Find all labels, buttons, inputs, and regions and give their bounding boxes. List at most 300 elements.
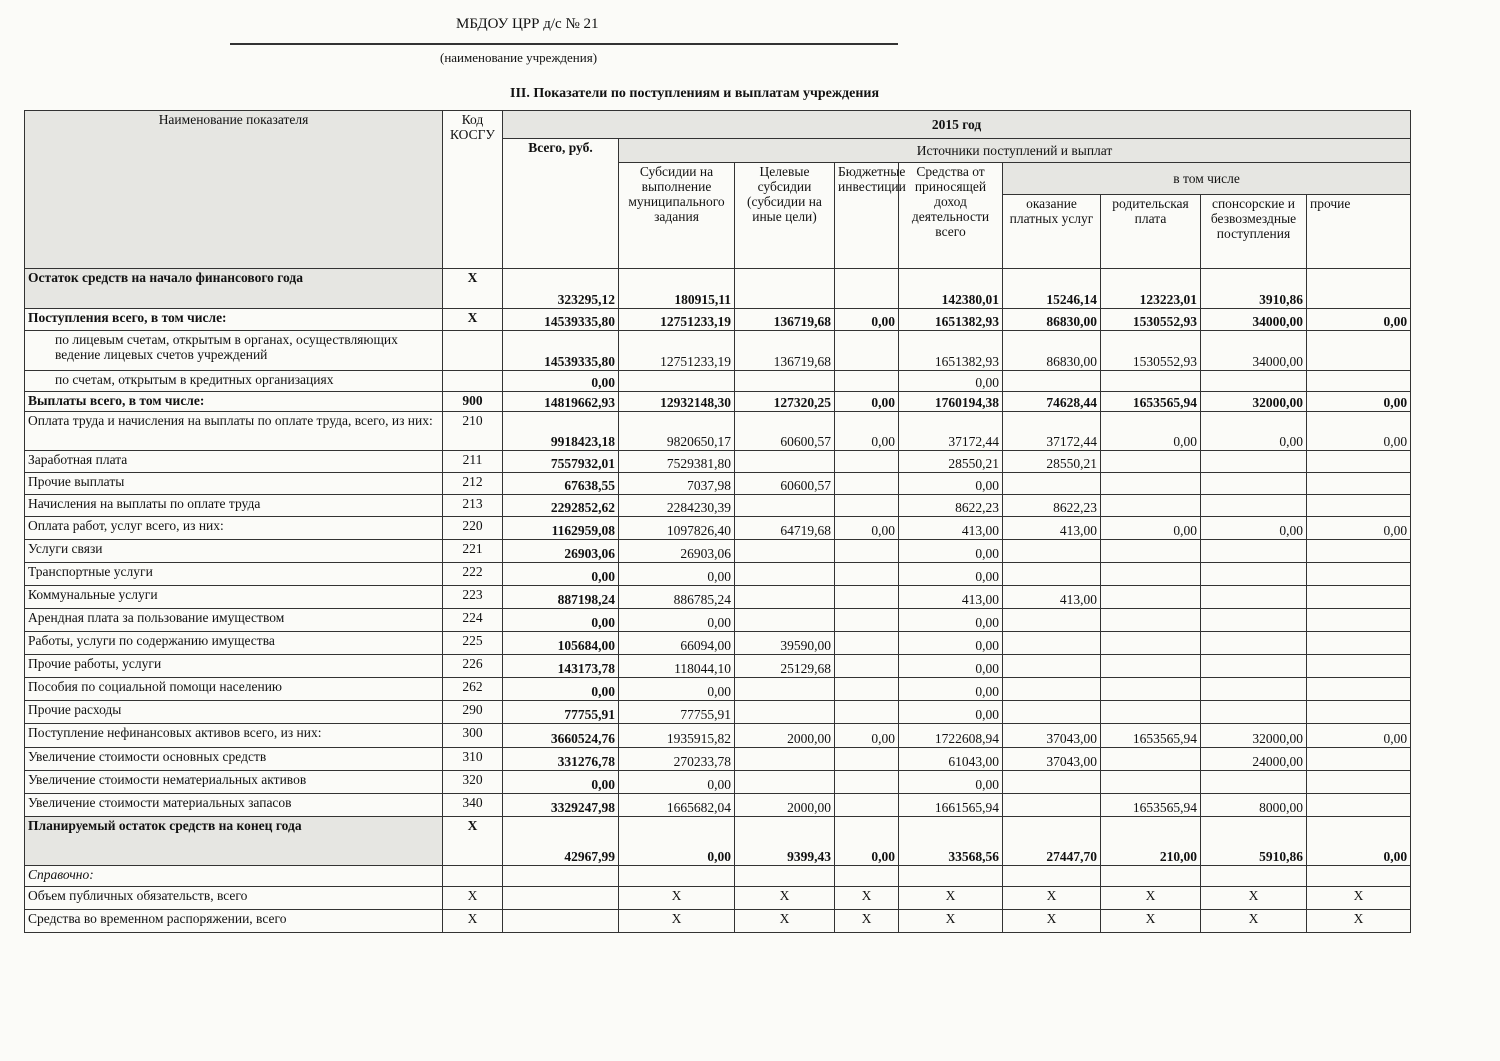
- row-code: X: [443, 309, 503, 331]
- cell-invest: X: [835, 910, 899, 933]
- table-row: [25, 910, 1411, 933]
- cell-subsidy: 886785,24: [619, 586, 735, 609]
- cell-paid: [1003, 794, 1101, 817]
- row-name: Работы, услуги по содержанию имущества: [25, 632, 443, 655]
- cell-other: [1307, 371, 1411, 392]
- cell-income: 1760194,38: [899, 392, 1003, 412]
- cell-income: 1651382,93: [899, 309, 1003, 331]
- cell-subsidy: 77755,91: [619, 701, 735, 724]
- col-header-code: Код КОСГУ: [443, 111, 503, 269]
- table-row: [25, 678, 1411, 701]
- row-name: Транспортные услуги: [25, 563, 443, 586]
- cell-sponsor: [1201, 678, 1307, 701]
- organization-name: МБДОУ ЦРР д/с № 21: [456, 16, 599, 32]
- table-row: [25, 655, 1411, 678]
- table-row: [25, 794, 1411, 817]
- cell-target: X: [735, 910, 835, 933]
- table-row: [25, 887, 1411, 910]
- cell-invest: [835, 771, 899, 794]
- cell-target: 39590,00: [735, 632, 835, 655]
- row-name: Прочие работы, услуги: [25, 655, 443, 678]
- cell-invest: [835, 586, 899, 609]
- row-name: Пособия по социальной помощи населению: [25, 678, 443, 701]
- cell-income: 0,00: [899, 678, 1003, 701]
- cell-paid: 86830,00: [1003, 309, 1101, 331]
- table-row: [25, 517, 1411, 540]
- cell-target: [735, 586, 835, 609]
- cell-subsidy: 1935915,82: [619, 724, 735, 748]
- cell-target: [735, 609, 835, 632]
- cell-sponsor: [1201, 540, 1307, 563]
- cell-total: 67638,55: [503, 473, 619, 495]
- row-code: 300: [443, 724, 503, 748]
- cell-paid: [1003, 771, 1101, 794]
- cell-other: [1307, 866, 1411, 887]
- cell-total: 323295,12: [503, 269, 619, 309]
- row-code: 220: [443, 517, 503, 540]
- cell-sponsor: X: [1201, 887, 1307, 910]
- cell-paid: 413,00: [1003, 517, 1101, 540]
- cell-subsidy: 12751233,19: [619, 309, 735, 331]
- cell-invest: [835, 473, 899, 495]
- cell-other: [1307, 269, 1411, 309]
- row-name: Увеличение стоимости основных средств: [25, 748, 443, 771]
- cell-parent: [1101, 563, 1201, 586]
- cell-income: 0,00: [899, 371, 1003, 392]
- cell-other: [1307, 794, 1411, 817]
- table-row: [25, 451, 1411, 473]
- cell-invest: [835, 655, 899, 678]
- cell-parent: [1101, 748, 1201, 771]
- cell-parent: 0,00: [1101, 412, 1201, 451]
- cell-invest: 0,00: [835, 392, 899, 412]
- cell-target: 60600,57: [735, 412, 835, 451]
- table-row: [25, 473, 1411, 495]
- cell-target: 25129,68: [735, 655, 835, 678]
- cell-subsidy: [619, 371, 735, 392]
- cell-total: 14539335,80: [503, 331, 619, 371]
- row-name: по лицевым счетам, открытым в органах, осуществляющих ведение лицевых счетов учреждений: [25, 331, 443, 371]
- organization-caption: (наименование учреждения): [440, 50, 598, 65]
- row-code: X: [443, 269, 503, 309]
- cell-sponsor: [1201, 586, 1307, 609]
- cell-other: [1307, 701, 1411, 724]
- table-row: [25, 586, 1411, 609]
- cell-total: 105684,00: [503, 632, 619, 655]
- cell-other: [1307, 331, 1411, 371]
- cell-subsidy: 118044,10: [619, 655, 735, 678]
- table-row: [25, 632, 1411, 655]
- cell-total: 0,00: [503, 563, 619, 586]
- row-name: Справочно:: [25, 866, 443, 887]
- cell-invest: 0,00: [835, 817, 899, 866]
- cell-subsidy: 1665682,04: [619, 794, 735, 817]
- cell-parent: [1101, 632, 1201, 655]
- cell-paid: 37043,00: [1003, 724, 1101, 748]
- cell-paid: [1003, 701, 1101, 724]
- cell-total: 9918423,18: [503, 412, 619, 451]
- cell-paid: [1003, 563, 1101, 586]
- cell-other: [1307, 473, 1411, 495]
- cell-income: 0,00: [899, 632, 1003, 655]
- cell-subsidy: 26903,06: [619, 540, 735, 563]
- cell-invest: [835, 371, 899, 392]
- cell-target: [735, 269, 835, 309]
- row-name: Прочие выплаты: [25, 473, 443, 495]
- cell-total: 42967,99: [503, 817, 619, 866]
- table-row: [25, 701, 1411, 724]
- cell-other: [1307, 586, 1411, 609]
- cell-subsidy: [619, 866, 735, 887]
- cell-total: 1162959,08: [503, 517, 619, 540]
- cell-invest: [835, 331, 899, 371]
- table-row: [25, 724, 1411, 748]
- cell-subsidy: 7529381,80: [619, 451, 735, 473]
- cell-paid: [1003, 632, 1101, 655]
- table-row: [25, 412, 1411, 451]
- cell-other: [1307, 451, 1411, 473]
- cell-paid: 74628,44: [1003, 392, 1101, 412]
- cell-total: [503, 887, 619, 910]
- row-code: 224: [443, 609, 503, 632]
- cell-sponsor: 34000,00: [1201, 331, 1307, 371]
- cell-invest: [835, 748, 899, 771]
- cell-parent: 0,00: [1101, 517, 1201, 540]
- cell-sponsor: 8000,00: [1201, 794, 1307, 817]
- cell-subsidy: 0,00: [619, 609, 735, 632]
- cell-sponsor: 5910,86: [1201, 817, 1307, 866]
- cell-total: [503, 866, 619, 887]
- row-code: 225: [443, 632, 503, 655]
- cell-sponsor: X: [1201, 910, 1307, 933]
- cell-total: 0,00: [503, 609, 619, 632]
- cell-subsidy: 0,00: [619, 678, 735, 701]
- cell-total: 7557932,01: [503, 451, 619, 473]
- cell-target: 2000,00: [735, 724, 835, 748]
- table-row: [25, 817, 1411, 866]
- cell-parent: [1101, 495, 1201, 517]
- cell-other: [1307, 678, 1411, 701]
- col-header-income-activity: Средства от приносящей доход деятельности всего: [899, 163, 1003, 269]
- cell-total: 0,00: [503, 371, 619, 392]
- cell-other: [1307, 495, 1411, 517]
- cell-sponsor: 32000,00: [1201, 392, 1307, 412]
- row-name: Выплаты всего, в том числе:: [25, 392, 443, 412]
- cell-invest: X: [835, 887, 899, 910]
- row-name: Оплата труда и начисления на выплаты по оплате труда, всего, из них:: [25, 412, 443, 451]
- table-row: [25, 371, 1411, 392]
- cell-subsidy: 7037,98: [619, 473, 735, 495]
- cell-sponsor: [1201, 563, 1307, 586]
- cell-paid: [1003, 473, 1101, 495]
- table-row: [25, 563, 1411, 586]
- row-code: 211: [443, 451, 503, 473]
- row-code: 262: [443, 678, 503, 701]
- cell-subsidy: 2284230,39: [619, 495, 735, 517]
- row-name: Начисления на выплаты по оплате труда: [25, 495, 443, 517]
- cell-parent: 123223,01: [1101, 269, 1201, 309]
- cell-subsidy: 12751233,19: [619, 331, 735, 371]
- cell-target: 127320,25: [735, 392, 835, 412]
- cell-other: [1307, 609, 1411, 632]
- cell-parent: X: [1101, 910, 1201, 933]
- cell-income: 0,00: [899, 563, 1003, 586]
- cell-parent: [1101, 866, 1201, 887]
- cell-invest: [835, 794, 899, 817]
- col-header-target-subsidy: Целевые субсидии (субсидии на иные цели): [735, 163, 835, 269]
- cell-invest: 0,00: [835, 517, 899, 540]
- cell-other: 0,00: [1307, 817, 1411, 866]
- row-code: 221: [443, 540, 503, 563]
- cell-target: [735, 866, 835, 887]
- cell-invest: 0,00: [835, 724, 899, 748]
- cell-other: [1307, 563, 1411, 586]
- cell-total: 143173,78: [503, 655, 619, 678]
- row-code: 223: [443, 586, 503, 609]
- row-code: 320: [443, 771, 503, 794]
- cell-invest: [835, 609, 899, 632]
- finance-table: [24, 110, 1411, 933]
- cell-total: 14819662,93: [503, 392, 619, 412]
- cell-sponsor: [1201, 495, 1307, 517]
- row-code: 340: [443, 794, 503, 817]
- cell-subsidy: X: [619, 910, 735, 933]
- cell-target: [735, 701, 835, 724]
- cell-paid: 8622,23: [1003, 495, 1101, 517]
- cell-total: 2292852,62: [503, 495, 619, 517]
- cell-income: 142380,01: [899, 269, 1003, 309]
- cell-parent: [1101, 678, 1201, 701]
- table-row: [25, 495, 1411, 517]
- cell-sponsor: 24000,00: [1201, 748, 1307, 771]
- row-code: 212: [443, 473, 503, 495]
- cell-income: 0,00: [899, 473, 1003, 495]
- row-code: X: [443, 887, 503, 910]
- table-body: [25, 269, 1411, 933]
- col-header-total: Всего, руб.: [503, 139, 619, 269]
- cell-sponsor: [1201, 701, 1307, 724]
- cell-target: [735, 451, 835, 473]
- cell-total: 0,00: [503, 678, 619, 701]
- cell-target: [735, 540, 835, 563]
- cell-income: 61043,00: [899, 748, 1003, 771]
- cell-subsidy: 0,00: [619, 563, 735, 586]
- cell-subsidy: 9820650,17: [619, 412, 735, 451]
- cell-sponsor: 0,00: [1201, 517, 1307, 540]
- cell-income: 0,00: [899, 540, 1003, 563]
- cell-subsidy: 180915,11: [619, 269, 735, 309]
- cell-subsidy: 270233,78: [619, 748, 735, 771]
- row-name: Планируемый остаток средств на конец года: [25, 817, 443, 866]
- row-code: 310: [443, 748, 503, 771]
- row-code: [443, 371, 503, 392]
- cell-parent: 210,00: [1101, 817, 1201, 866]
- row-code: 222: [443, 563, 503, 586]
- cell-sponsor: [1201, 866, 1307, 887]
- cell-paid: 28550,21: [1003, 451, 1101, 473]
- cell-paid: 15246,14: [1003, 269, 1101, 309]
- cell-parent: [1101, 371, 1201, 392]
- cell-subsidy: 12932148,30: [619, 392, 735, 412]
- cell-parent: 1530552,93: [1101, 331, 1201, 371]
- cell-other: X: [1307, 910, 1411, 933]
- cell-total: 14539335,80: [503, 309, 619, 331]
- row-name: Услуги связи: [25, 540, 443, 563]
- cell-target: [735, 563, 835, 586]
- table-row: [25, 392, 1411, 412]
- cell-sponsor: 32000,00: [1201, 724, 1307, 748]
- cell-target: 2000,00: [735, 794, 835, 817]
- cell-sponsor: [1201, 371, 1307, 392]
- cell-sponsor: [1201, 771, 1307, 794]
- cell-invest: [835, 269, 899, 309]
- cell-sponsor: [1201, 609, 1307, 632]
- cell-other: 0,00: [1307, 724, 1411, 748]
- cell-sponsor: [1201, 451, 1307, 473]
- cell-paid: [1003, 655, 1101, 678]
- cell-income: 37172,44: [899, 412, 1003, 451]
- cell-invest: [835, 632, 899, 655]
- cell-parent: [1101, 771, 1201, 794]
- cell-target: 136719,68: [735, 331, 835, 371]
- col-header-including: в том числе: [1003, 163, 1411, 195]
- row-name: Средства во временном распоряжении, всего: [25, 910, 443, 933]
- cell-sponsor: 3910,86: [1201, 269, 1307, 309]
- row-name: Увеличение стоимости нематериальных активов: [25, 771, 443, 794]
- cell-income: 413,00: [899, 517, 1003, 540]
- cell-parent: 1653565,94: [1101, 392, 1201, 412]
- cell-target: [735, 748, 835, 771]
- row-code: 290: [443, 701, 503, 724]
- cell-paid: 86830,00: [1003, 331, 1101, 371]
- cell-sponsor: [1201, 655, 1307, 678]
- cell-paid: [1003, 609, 1101, 632]
- cell-other: X: [1307, 887, 1411, 910]
- cell-invest: [835, 678, 899, 701]
- cell-total: 887198,24: [503, 586, 619, 609]
- cell-sponsor: 34000,00: [1201, 309, 1307, 331]
- cell-income: 0,00: [899, 701, 1003, 724]
- table-row: [25, 331, 1411, 371]
- cell-invest: [835, 563, 899, 586]
- row-code: 900: [443, 392, 503, 412]
- cell-paid: X: [1003, 887, 1101, 910]
- row-name: Коммунальные услуги: [25, 586, 443, 609]
- cell-target: 60600,57: [735, 473, 835, 495]
- cell-invest: [835, 866, 899, 887]
- cell-other: [1307, 540, 1411, 563]
- col-header-subsidy-task: Субсидии на выполнение муниципального задания: [619, 163, 735, 269]
- organization-underline: [230, 43, 898, 45]
- cell-sponsor: [1201, 632, 1307, 655]
- cell-total: 0,00: [503, 771, 619, 794]
- cell-subsidy: X: [619, 887, 735, 910]
- cell-invest: [835, 540, 899, 563]
- row-name: Заработная плата: [25, 451, 443, 473]
- cell-parent: 1653565,94: [1101, 724, 1201, 748]
- cell-invest: [835, 451, 899, 473]
- cell-parent: [1101, 701, 1201, 724]
- cell-target: 9399,43: [735, 817, 835, 866]
- cell-paid: X: [1003, 910, 1101, 933]
- cell-income: 0,00: [899, 771, 1003, 794]
- cell-income: 1722608,94: [899, 724, 1003, 748]
- cell-income: 28550,21: [899, 451, 1003, 473]
- row-name: Прочие расходы: [25, 701, 443, 724]
- row-code: 213: [443, 495, 503, 517]
- cell-target: [735, 495, 835, 517]
- cell-parent: [1101, 451, 1201, 473]
- cell-invest: 0,00: [835, 309, 899, 331]
- table-row: [25, 771, 1411, 794]
- cell-paid: 37172,44: [1003, 412, 1101, 451]
- col-header-other: прочие: [1307, 195, 1411, 269]
- cell-subsidy: 0,00: [619, 817, 735, 866]
- cell-other: [1307, 748, 1411, 771]
- cell-other: 0,00: [1307, 392, 1411, 412]
- cell-other: 0,00: [1307, 309, 1411, 331]
- cell-income: 0,00: [899, 609, 1003, 632]
- cell-parent: [1101, 540, 1201, 563]
- cell-parent: 1653565,94: [1101, 794, 1201, 817]
- cell-parent: [1101, 655, 1201, 678]
- cell-total: 77755,91: [503, 701, 619, 724]
- col-header-paid-services: оказание платных услуг: [1003, 195, 1101, 269]
- cell-other: 0,00: [1307, 517, 1411, 540]
- cell-invest: [835, 701, 899, 724]
- cell-paid: [1003, 866, 1101, 887]
- cell-other: [1307, 632, 1411, 655]
- cell-income: 1661565,94: [899, 794, 1003, 817]
- cell-income: 413,00: [899, 586, 1003, 609]
- row-code: 210: [443, 412, 503, 451]
- cell-paid: [1003, 540, 1101, 563]
- cell-parent: [1101, 473, 1201, 495]
- row-name: по счетам, открытым в кредитных организациях: [25, 371, 443, 392]
- table-row: [25, 309, 1411, 331]
- row-code: X: [443, 817, 503, 866]
- table-row: [25, 269, 1411, 309]
- cell-target: 64719,68: [735, 517, 835, 540]
- cell-income: X: [899, 887, 1003, 910]
- row-name: Поступление нефинансовых активов всего, из них:: [25, 724, 443, 748]
- cell-target: [735, 771, 835, 794]
- cell-paid: [1003, 678, 1101, 701]
- row-name: Увеличение стоимости материальных запасов: [25, 794, 443, 817]
- cell-subsidy: 66094,00: [619, 632, 735, 655]
- row-code: 226: [443, 655, 503, 678]
- row-code: [443, 866, 503, 887]
- cell-parent: X: [1101, 887, 1201, 910]
- cell-total: 3660524,76: [503, 724, 619, 748]
- col-header-year: 2015 год: [503, 111, 1411, 139]
- cell-paid: 413,00: [1003, 586, 1101, 609]
- cell-other: [1307, 655, 1411, 678]
- cell-sponsor: 0,00: [1201, 412, 1307, 451]
- col-header-sponsor: спонсорские и безвозмездные поступления: [1201, 195, 1307, 269]
- cell-income: 33568,56: [899, 817, 1003, 866]
- cell-invest: [835, 495, 899, 517]
- section-title: III. Показатели по поступлениям и выплатам учреждения: [510, 86, 880, 101]
- col-header-name: Наименование показателя: [25, 111, 443, 269]
- row-name: Объем публичных обязательств, всего: [25, 887, 443, 910]
- cell-total: 26903,06: [503, 540, 619, 563]
- cell-subsidy: 0,00: [619, 771, 735, 794]
- cell-other: [1307, 771, 1411, 794]
- cell-invest: 0,00: [835, 412, 899, 451]
- col-header-parent-fee: родительская плата: [1101, 195, 1201, 269]
- cell-paid: 37043,00: [1003, 748, 1101, 771]
